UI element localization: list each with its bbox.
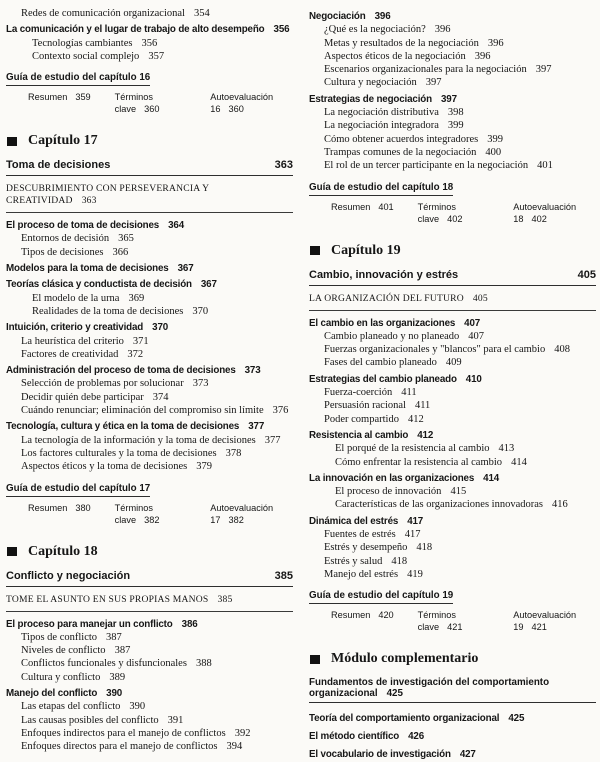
page-number: 425 (508, 712, 525, 724)
toc-entry (6, 37, 293, 50)
page-number: 377 (264, 434, 281, 446)
entry-text: El cambio en las organizaciones (309, 317, 456, 329)
entry-text: Cómo enfrentar la resistencia al cambio (335, 456, 503, 468)
page-number: 397 (535, 64, 552, 76)
page-number: 372 (127, 348, 144, 360)
toc-entry (6, 631, 293, 644)
entry-text: Características de las organizaciones innovadoras (335, 499, 543, 511)
entry-text: Cuándo renunciar; eliminación del compromiso sin límite (21, 405, 264, 417)
entry-text: Aspectos éticos de la negociación (324, 50, 466, 62)
toc-entry (6, 335, 293, 348)
chapter-label: Capítulo 19 (331, 242, 401, 258)
study-guide-item (513, 609, 596, 633)
square-bullet-icon (7, 547, 17, 556)
entry-text: Selección de problemas por solucionar (21, 378, 184, 390)
study-guide-text: Guía de estudio del capítulo 17 (6, 483, 150, 497)
entry-text: Las etapas del conflicto (21, 701, 121, 713)
chapter-opener-line (309, 292, 596, 311)
entry-text: Metas y resultados de la negociación (324, 37, 479, 49)
entry-text: Resistencia al cambio (309, 429, 409, 441)
study-guide-label: Resumen (28, 92, 68, 103)
page-number: 390 (106, 688, 123, 700)
page-number: 410 (465, 373, 482, 385)
entry-text: Persuasión racional (324, 400, 406, 412)
toc-entry (309, 515, 596, 528)
page-number: 396 (374, 11, 391, 22)
page-number: 421 (531, 622, 547, 633)
square-bullet-icon (310, 246, 320, 255)
page-number: 414 (483, 472, 500, 484)
entry-text: Dinámica del estrés (309, 515, 399, 527)
chapter-title-text: Conflicto y negociación (6, 569, 131, 582)
page-number: 370 (152, 322, 169, 334)
page-number: 402 (531, 213, 547, 224)
page-number: 398 (447, 107, 464, 119)
study-guide-label: Términos clave (114, 92, 153, 115)
page-number: 356 (141, 37, 158, 49)
toc-entry (309, 442, 596, 455)
toc-entry (309, 568, 596, 581)
chapter-label: Capítulo 17 (28, 133, 98, 149)
page-number: 421 (447, 622, 463, 633)
page-number: 413 (498, 443, 515, 455)
page-number: 397 (425, 77, 442, 89)
page-number: 417 (407, 515, 424, 527)
page-number: 365 (118, 233, 134, 245)
entry-text: Escenarios organizacionales para la negociación (324, 64, 527, 76)
page-number: 411 (401, 387, 417, 399)
page-number: 418 (416, 542, 433, 554)
chapter-label: Capítulo 18 (28, 543, 98, 559)
chapter-heading (7, 133, 293, 149)
page-number: 364 (168, 220, 184, 232)
toc-entry (309, 429, 596, 442)
entry-text: Los factores culturales y la toma de decisiones (21, 447, 217, 459)
module-title-label: Fundamentos de investigación del comportamiento organizacional (309, 677, 550, 700)
chapter-title-row (309, 269, 596, 286)
page-number: 382 (228, 514, 244, 525)
toc-entry (6, 671, 293, 684)
chapter-page-number: 363 (274, 159, 293, 172)
page-number: 386 (181, 618, 198, 630)
entry-text: Redes de comunicación organizacional (21, 8, 185, 19)
toc-entry (309, 485, 596, 498)
toc-entry (6, 232, 293, 245)
study-guide-item (331, 201, 394, 225)
page-number: 420 (378, 610, 394, 621)
page-number: 402 (447, 213, 463, 224)
chapter-opener-line (6, 182, 293, 213)
toc-entry (309, 317, 596, 330)
study-guide-item (28, 502, 91, 526)
page-number: 407 (468, 330, 485, 342)
entry-text: El método científico (309, 731, 400, 742)
entry-text: El vocabulario de investigación (309, 749, 451, 761)
toc-entry (6, 434, 293, 447)
page-number: 377 (248, 421, 265, 433)
entry-text: Tecnologías cambiantes (32, 37, 133, 49)
toc-entry (6, 740, 293, 753)
page-number: 371 (132, 335, 149, 347)
toc-entry (309, 76, 596, 89)
toc-entry (309, 373, 596, 386)
page-number: 407 (464, 317, 481, 329)
toc-entry (6, 460, 293, 473)
toc-entry (309, 93, 596, 106)
study-guide-label: Autoevaluación 19 (513, 610, 577, 633)
toc-entry (6, 364, 293, 377)
study-guide-item (418, 609, 490, 633)
entry-text: El porqué de la resistencia al cambio (335, 443, 490, 455)
toc-entry (309, 106, 596, 119)
page-number: 399 (487, 133, 503, 145)
toc-entry (6, 391, 293, 404)
toc-entry (309, 456, 596, 469)
page-number: 363 (81, 195, 97, 207)
entry-text: Decidir quién debe participar (21, 391, 144, 403)
entry-text: Estrategias del cambio planeado (309, 373, 457, 385)
module-title-row (309, 677, 596, 703)
study-guide-row (309, 609, 596, 633)
entry-text: Fuentes de estrés (324, 529, 396, 541)
study-guide-item (331, 609, 394, 633)
entry-text: Conflictos funcionales y disfuncionales (21, 658, 187, 670)
toc-entry (6, 321, 293, 334)
page-number: 389 (109, 671, 126, 683)
study-guide-label: Términos clave (417, 610, 456, 633)
toc-entry (6, 305, 293, 318)
toc-entry (6, 262, 293, 275)
entry-text: Estrés y desempeño (324, 542, 408, 554)
page-number: 378 (225, 447, 242, 459)
entry-text: Cultura y conflicto (21, 671, 101, 683)
toc-column-left (6, 7, 293, 762)
entry-text: Las causas posibles del conflicto (21, 714, 159, 726)
toc-entry (309, 330, 596, 343)
entry-text: Fuerza-coerción (324, 387, 393, 399)
toc-entry (309, 541, 596, 554)
study-guide-text: Guía de estudio del capítulo 18 (309, 182, 453, 196)
study-guide-item (210, 91, 293, 115)
page-number: 397 (440, 93, 457, 105)
toc-entry (6, 657, 293, 670)
page-number: 405 (472, 292, 488, 304)
entry-text: Administración del proceso de toma de decisiones (6, 365, 236, 377)
toc-entry (6, 687, 293, 700)
entry-text: El proceso de toma de decisiones (6, 220, 160, 232)
page-number: 414 (511, 456, 527, 468)
page-number: 427 (459, 749, 476, 761)
page-number: 356 (273, 24, 290, 36)
entry-text: El proceso para manejar un conflicto (6, 618, 173, 630)
toc-entry (6, 404, 293, 417)
study-guide-heading (309, 182, 596, 196)
page-number: 376 (272, 405, 289, 417)
entry-text: Trampas comunes de la negociación (324, 146, 477, 158)
study-guide-heading (6, 483, 293, 497)
study-guide-label: Resumen (331, 610, 371, 621)
study-guide-item (210, 502, 293, 526)
page-number: 359 (75, 92, 91, 103)
entry-text: Enfoques directos para el manejo de conflictos (21, 741, 218, 753)
page-number: 382 (144, 514, 160, 525)
entry-text: El rol de un tercer participante en la negociación (324, 160, 529, 172)
toc-entry (309, 712, 596, 725)
toc-entry (6, 727, 293, 740)
toc-entry (6, 618, 293, 631)
chapter-opener-line (6, 593, 293, 612)
entry-text: Fases del cambio planeado (324, 357, 437, 369)
toc-entry (309, 10, 596, 23)
entry-text: La negociación distributiva (324, 107, 439, 119)
entry-text: Manejo del estrés (324, 568, 399, 580)
study-guide-label: Resumen (331, 201, 371, 212)
page-number: 370 (192, 305, 209, 317)
entry-text: Fuerzas organizacionales y "blancos" para el cambio (324, 344, 546, 356)
chapter-label: Módulo complementario (331, 651, 479, 667)
page-number: 369 (128, 292, 145, 304)
chapter-title-row (6, 570, 293, 587)
page-number: 394 (226, 741, 243, 753)
entry-text: Poder compartido (324, 413, 399, 425)
page-number: 418 (391, 555, 408, 567)
page-number: 360 (144, 104, 160, 115)
toc-entry (6, 714, 293, 727)
study-guide-label: Resumen (28, 502, 68, 513)
chapter-heading (310, 651, 596, 667)
module-title-text (309, 677, 596, 703)
entry-text: La negociación integradora (324, 120, 439, 132)
toc-entry (6, 644, 293, 657)
study-guide-label: Términos clave (114, 502, 153, 525)
study-guide-label: Autoevaluación 18 (513, 201, 577, 224)
page-number: 411 (414, 400, 431, 412)
page-number: 425 (386, 688, 403, 700)
entry-text: Realidades de la toma de decisiones (32, 305, 184, 317)
page-number: 415 (450, 486, 467, 498)
toc-entry (309, 413, 596, 426)
entry-text: Cómo obtener acuerdos integradores (324, 133, 479, 145)
study-guide-heading (309, 590, 596, 604)
study-guide-row (6, 502, 293, 526)
toc-entry (6, 377, 293, 390)
page-number: 391 (167, 714, 184, 726)
entry-text: La heurística del criterio (21, 335, 124, 347)
entry-text: El modelo de la urna (32, 292, 120, 304)
study-guide-item (115, 91, 187, 115)
entry-text: Cambio planeado y no planeado (324, 330, 460, 342)
entry-text: Intuición, criterio y creatividad (6, 322, 144, 334)
page-number: 412 (417, 429, 434, 441)
toc-entry (309, 472, 596, 485)
chapter-title-text: Cambio, innovación y estrés (309, 268, 459, 281)
page-number: 367 (200, 279, 217, 291)
page-number: 380 (75, 502, 91, 513)
opener-text: DESCUBRIMIENTO CON PERSEVERANCIA Y CREATIVIDAD (6, 183, 209, 207)
page-number: 392 (234, 727, 251, 739)
entry-text: Tipos de conflicto (21, 631, 98, 643)
page-number: 387 (114, 645, 131, 657)
entry-text: Enfoques indirectos para el manejo de conflictos (21, 727, 226, 739)
toc-entry (6, 278, 293, 291)
page-number: 387 (106, 631, 122, 643)
page-number: 366 (112, 246, 129, 258)
page-number: 374 (152, 391, 169, 403)
page-number: 417 (404, 529, 421, 541)
page-number: 416 (551, 499, 568, 511)
entry-text: Estrés y salud (324, 555, 383, 567)
study-guide-item (513, 201, 596, 225)
page-number: 354 (193, 8, 210, 19)
entry-text: Cultura y negociación (324, 77, 417, 89)
page-number: 419 (407, 568, 423, 580)
study-guide-text: Guía de estudio del capítulo 19 (309, 590, 453, 604)
page-number: 373 (244, 365, 261, 377)
toc-entry (309, 748, 596, 761)
page-number: 396 (434, 24, 451, 36)
study-guide-label: Autoevaluación 16 (210, 92, 274, 115)
page-number: 401 (537, 160, 553, 172)
entry-text: Negociación (309, 11, 366, 22)
study-guide-item (28, 91, 91, 115)
toc-entry (6, 7, 293, 20)
entry-text: Tecnología, cultura y ética en la toma de decisiones (6, 421, 240, 433)
toc-entry (309, 50, 596, 63)
toc-entry (6, 219, 293, 232)
entry-text: La comunicación y el lugar de trabajo de alto desempeño (6, 24, 265, 36)
page-number: 373 (192, 378, 209, 390)
toc-entry (309, 730, 596, 743)
toc-entry (309, 119, 596, 132)
page-number: 399 (447, 120, 464, 132)
entry-text: El proceso de innovación (335, 486, 442, 498)
entry-text: Tipos de decisiones (21, 246, 104, 258)
toc-entry (309, 528, 596, 541)
toc-entry (309, 146, 596, 159)
entry-text: La tecnología de la información y la toma de decisiones (21, 434, 256, 446)
toc-entry (6, 50, 293, 63)
entry-text: ¿Qué es la negociación? (324, 24, 426, 36)
page-number: 379 (196, 461, 212, 473)
toc-entry (6, 447, 293, 460)
page-number: 401 (378, 201, 394, 212)
study-guide-row (309, 201, 596, 225)
toc-entry (309, 498, 596, 511)
page-number: 396 (487, 37, 504, 49)
study-guide-heading (6, 72, 293, 86)
toc-entry (309, 23, 596, 36)
chapter-heading (7, 544, 293, 560)
entry-text: La innovación en las organizaciones (309, 472, 475, 484)
entry-text: Teoría del comportamiento organizacional (309, 712, 500, 724)
toc-entry (6, 292, 293, 305)
entry-text: Manejo del conflicto (6, 688, 98, 700)
toc-entry (309, 555, 596, 568)
page-number: 396 (474, 50, 491, 62)
page-number: 388 (195, 658, 212, 670)
page-number: 385 (217, 593, 233, 605)
entry-text: Entornos de decisión (21, 233, 110, 245)
toc-entry (6, 246, 293, 259)
page-number: 400 (485, 146, 502, 158)
page-number: 390 (129, 701, 146, 713)
square-bullet-icon (7, 137, 17, 146)
toc-entry (309, 343, 596, 356)
entry-text: Factores de creatividad (21, 348, 119, 360)
toc-entry (309, 133, 596, 146)
entry-text: Contexto social complejo (32, 50, 140, 62)
toc-entry (309, 63, 596, 76)
entry-text: Estrategias de negociación (309, 93, 432, 105)
opener-text: TOME EL ASUNTO EN SUS PROPIAS MANOS (6, 593, 209, 605)
study-guide-text: Guía de estudio del capítulo 16 (6, 72, 150, 86)
entry-text: Teorías clásica y conductista de decisión (6, 279, 192, 291)
chapter-heading (310, 243, 596, 259)
toc-entry (6, 420, 293, 433)
study-guide-label: Términos clave (417, 201, 456, 224)
study-guide-item (115, 502, 187, 526)
toc-entry (309, 356, 596, 369)
chapter-page-number: 385 (274, 569, 293, 582)
page-number: 412 (407, 413, 424, 425)
page-number: 367 (177, 263, 194, 275)
page-number: 426 (408, 731, 424, 742)
chapter-title-row (6, 159, 293, 176)
entry-text: Aspectos éticos y la toma de decisiones (21, 461, 188, 473)
study-guide-item (418, 201, 490, 225)
opener-text: LA ORGANIZACIÓN DEL FUTURO (309, 292, 464, 304)
toc-entry (6, 23, 293, 36)
toc-column-right (309, 7, 596, 762)
page-number: 408 (554, 344, 570, 356)
page-number: 409 (445, 357, 462, 369)
study-guide-label: Autoevaluación 17 (210, 502, 274, 525)
study-guide-row (6, 91, 293, 115)
square-bullet-icon (310, 655, 320, 664)
chapter-title-text: Toma de decisiones (6, 159, 111, 172)
page-number: 360 (228, 104, 244, 115)
toc-entry (6, 348, 293, 361)
entry-text: Niveles de conflicto (21, 645, 106, 657)
entry-text: Modelos para la toma de decisiones (6, 263, 169, 275)
toc-entry (309, 159, 596, 172)
toc-entry (309, 386, 596, 399)
toc-entry (309, 37, 596, 50)
chapter-page-number: 405 (577, 268, 596, 281)
toc-entry (6, 700, 293, 713)
toc-entry (309, 399, 596, 412)
page-number: 357 (148, 50, 165, 62)
